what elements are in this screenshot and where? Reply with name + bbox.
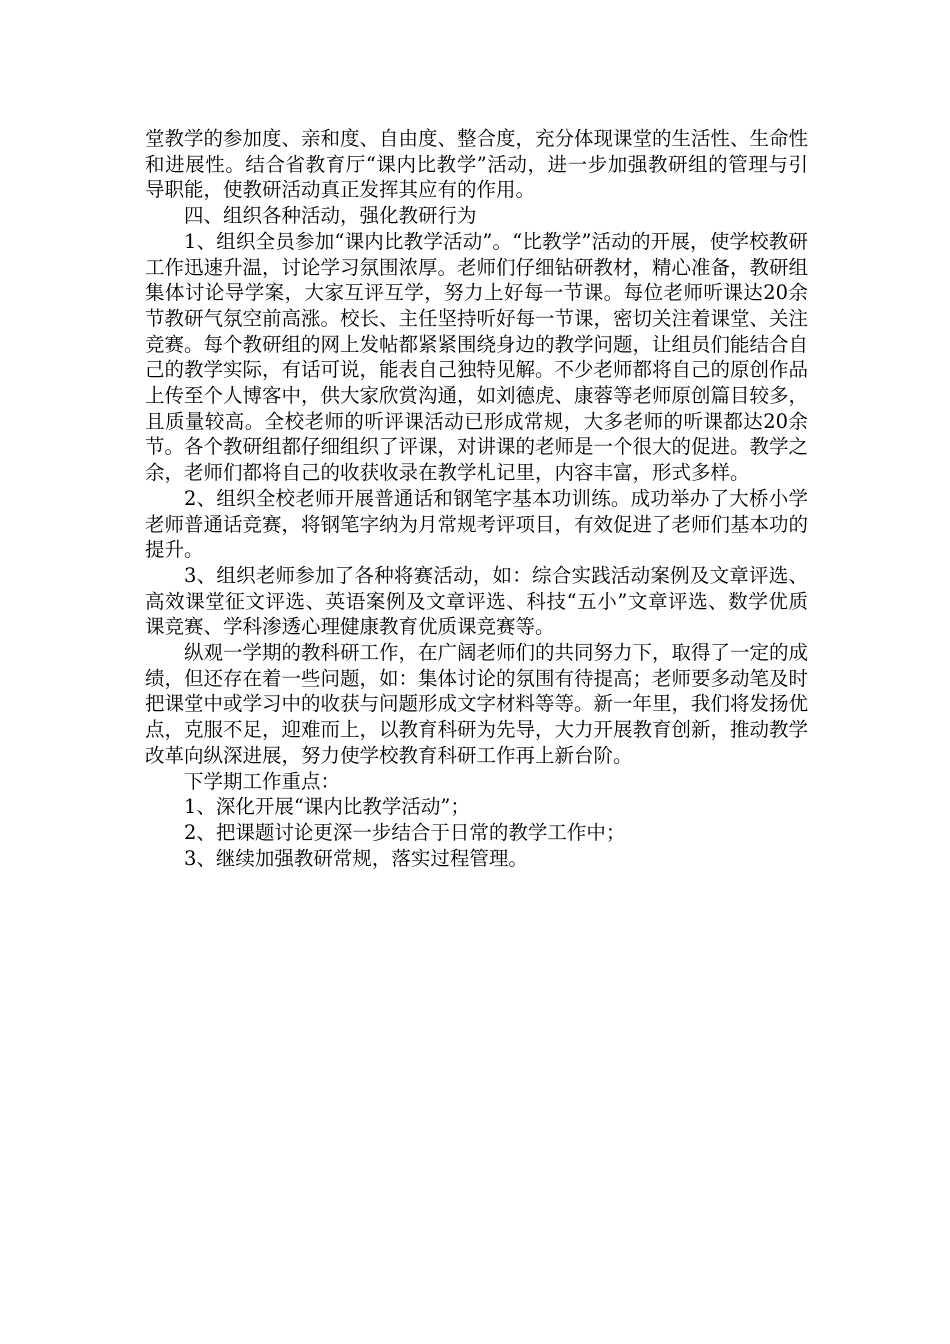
document-body xyxy=(145,126,808,871)
section-heading-four: 四、组织各种活动，强化教研行为 xyxy=(184,204,477,228)
paragraph-item-3: 3、组织老师参加了各种将赛活动，如：综合实践活动案例及文章评选、高效课堂征文评选、英语案例及文章评选、科技“五小”文章评选、数学优质课竞赛、学科渗透心理健康教育优质课竞赛等。 xyxy=(145,563,808,639)
paragraph-item-2: 2、组织全校老师开展普通话和钢笔字基本功训练。成功举办了大桥小学老师普通话竞赛，将钢笔字纳为月常规考评项目，有效促进了老师们基本功的提升。 xyxy=(145,486,809,562)
next-term-item-1: 1、深化开展“课内比教学活动”； xyxy=(184,795,470,819)
next-term-heading: 下学期工作重点： xyxy=(184,769,341,793)
paragraph-continuation: 堂教学的参加度、亲和度、自由度、整合度，充分体现课堂的生活性、生命性和进展性。结合省教育厅“课内比教学”活动，进一步加强教研组的管理与引导职能，使教研活动真正发挥其应有的作用。 xyxy=(145,127,809,202)
paragraph-item-1: 1、组织全员参加“课内比教学活动”。“比教学”活动的开展，使学校教研工作迅速升温，讨论学习氛围浓厚。老师们仔细钻研教材，精心准备，教研组集体讨论导学案，大家互评互学，努力上好每一节课。每位老师听课达20余节教研气氛空前高涨。校长、主任坚持听好每一节课，密切关注着课堂、关注竞赛。每个教研组的网上发帖都紧紧围绕身边的教学问题，让组员们能结合自己的教学实际，有话可说，能表自己独特见解。不少老师都将自己的原创作品上传至个人博客中，供大家欣赏沟通，如刘德虎、康蓉等老师原创篇目较多，且质量较高。全校老师的听评课活动已形成常规，大多老师的听课都达20余节。各个教研组都仔细组织了评课，对讲课的老师是一个很大的促进。教学之余，老师们都将自己的收获收录在教学札记里，内容丰富，形式多样。 xyxy=(145,229,809,485)
next-term-item-2: 2、把课题讨论更深一步结合于日常的教学工作中； xyxy=(184,820,626,844)
next-term-item-3: 3、继续加强教研常规，落实过程管理。 xyxy=(184,846,528,870)
paragraph-summary: 纵观一学期的教科研工作，在广阔老师们的共同努力下，取得了一定的成绩，但还存在着一些问题，如：集体讨论的氛围有待提高；老师要多动笔及时把课堂中或学习中的收获与问题形成文字材料等等。新一年里，我们将发扬优点，克服不足，迎难而上，以教育科研为先导，大力开展教育创新，推动教学改革向纵深进展，努力使学校教育科研工作再上新台阶。 xyxy=(145,641,809,767)
